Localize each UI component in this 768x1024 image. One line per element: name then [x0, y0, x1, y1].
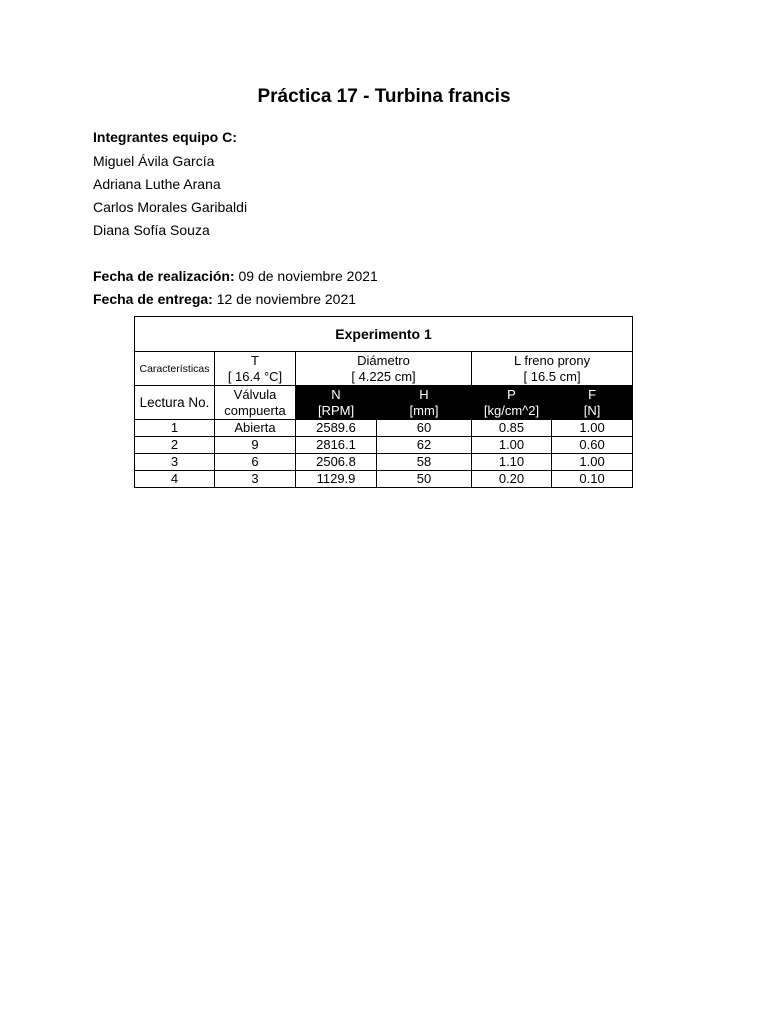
table-cell: 3: [215, 471, 296, 488]
table-cell: 2: [135, 437, 215, 454]
table-cell: 1129.9: [296, 471, 377, 488]
column-unit: [kg/cm^2]: [483, 402, 540, 418]
team-heading: Integrantes equipo C:: [93, 129, 237, 145]
table-cell: 9: [215, 437, 296, 454]
freno-value: [ 16.5 cm]: [523, 368, 581, 384]
temperature-label: T: [251, 352, 259, 368]
table-row: [135, 454, 633, 471]
lectura-header: Lectura No.: [135, 386, 215, 420]
fecha-entrega-label: Fecha de entrega:: [93, 291, 213, 307]
table-cell: 1.00: [472, 437, 552, 454]
column-header-p: [472, 386, 552, 420]
table-row: [135, 420, 633, 437]
table-cell: 0.10: [552, 471, 633, 488]
table-cell: 6: [215, 454, 296, 471]
column-header-n: [296, 386, 377, 420]
temperature-value: [ 16.4 °C]: [227, 368, 283, 384]
fecha-realizacion-value: 09 de noviembre 2021: [234, 268, 378, 284]
table-title: Experimento 1: [135, 317, 633, 352]
column-header-f: [552, 386, 633, 420]
table-cell: 58: [377, 454, 472, 471]
column-symbol: P: [507, 386, 516, 402]
table-cell: 1.00: [552, 420, 633, 437]
diametro-value: [ 4.225 cm]: [351, 368, 416, 384]
freno-cell: [472, 352, 633, 386]
fecha-realizacion-label: Fecha de realización:: [93, 268, 235, 284]
table-cell: 1: [135, 420, 215, 437]
table-cell: 60: [377, 420, 472, 437]
team-member: Adriana Luthe Arana: [93, 176, 221, 192]
fecha-entrega: [93, 291, 356, 307]
fecha-realizacion: [93, 268, 378, 284]
valvula-label-1: Válvula: [233, 386, 277, 402]
caracteristicas-label: Características: [135, 352, 215, 386]
valvula-header: [215, 386, 296, 420]
table-cell: Abierta: [215, 420, 296, 437]
column-unit: [N]: [583, 402, 601, 418]
column-header-h: [377, 386, 472, 420]
table-cell: 4: [135, 471, 215, 488]
temperature-cell: [215, 352, 296, 386]
column-symbol: F: [588, 386, 597, 402]
team-member: Miguel Ávila García: [93, 153, 215, 169]
table-cell: 0.60: [552, 437, 633, 454]
table-cell: 62: [377, 437, 472, 454]
fecha-entrega-value: 12 de noviembre 2021: [212, 291, 357, 307]
freno-label: L freno prony: [513, 352, 591, 368]
table-cell: 2506.8: [296, 454, 377, 471]
column-symbol: H: [419, 386, 429, 402]
column-symbol: N: [331, 386, 341, 402]
diametro-cell: [296, 352, 472, 386]
diametro-label: Diámetro: [357, 352, 410, 368]
page-title: Práctica 17 - Turbina francis: [257, 86, 511, 107]
table-cell: 2816.1: [296, 437, 377, 454]
table-cell: 0.20: [472, 471, 552, 488]
table-row: [135, 471, 633, 488]
experiment-table: [134, 316, 633, 488]
table-cell: 1.10: [472, 454, 552, 471]
valvula-label-2: compuerta: [224, 402, 286, 418]
column-unit: [mm]: [409, 402, 439, 418]
table-cell: 2589.6: [296, 420, 377, 437]
table-cell: 1.00: [552, 454, 633, 471]
table-cell: 50: [377, 471, 472, 488]
team-member: Carlos Morales Garibaldi: [93, 199, 248, 215]
table-cell: 3: [135, 454, 215, 471]
column-unit: [RPM]: [317, 402, 355, 418]
table-cell: 0.85: [472, 420, 552, 437]
table-row: [135, 437, 633, 454]
team-member: Diana Sofía Souza: [93, 222, 210, 238]
